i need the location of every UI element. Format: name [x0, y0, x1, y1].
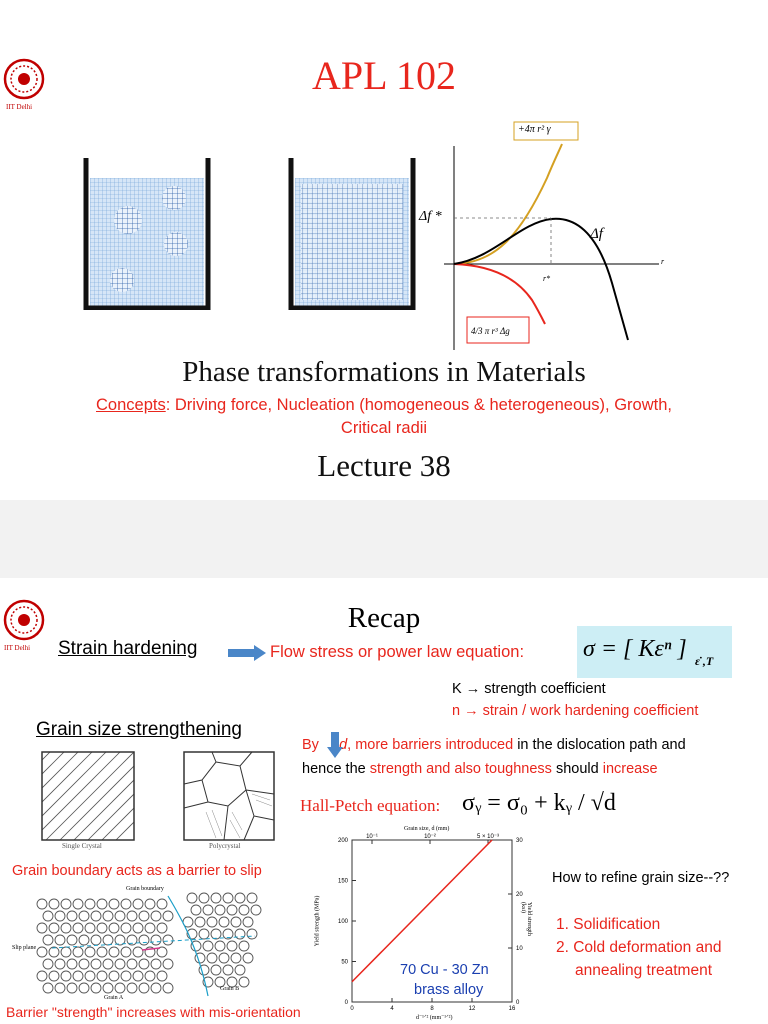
- hall-petch-equation: σᵧ = σ₀ + kᵧ / √d: [462, 790, 616, 816]
- concepts-text-2: Critical radii: [340, 419, 428, 437]
- y-tick-label: 200: [337, 838, 348, 844]
- series-line: [352, 840, 492, 982]
- slip-plane-label: Slip plane: [12, 945, 37, 951]
- atom: [37, 899, 47, 909]
- atom: [187, 893, 197, 903]
- atom: [247, 929, 257, 939]
- atom: [243, 917, 253, 927]
- atom: [67, 935, 77, 945]
- atom: [55, 935, 65, 945]
- atom: [49, 923, 59, 933]
- atom: [239, 977, 249, 987]
- atom: [73, 947, 83, 957]
- top-axis-label: Grain size, d (mm): [404, 826, 450, 832]
- x-tick-label: 8: [430, 1006, 434, 1012]
- x-tick-label: 12: [468, 1006, 476, 1012]
- atom: [157, 899, 167, 909]
- grain-size-heading: Grain size strengthening: [36, 719, 242, 740]
- atom: [97, 971, 107, 981]
- atom: [191, 905, 201, 915]
- atom: [91, 983, 101, 993]
- atom: [115, 959, 125, 969]
- alloy-label-2: brass alloy: [414, 982, 484, 998]
- atom: [79, 959, 89, 969]
- grain-b-label: Grain B: [220, 986, 240, 992]
- atom: [145, 899, 155, 909]
- atom: [215, 905, 225, 915]
- polycrystal-diagram: [182, 750, 276, 842]
- atom: [163, 959, 173, 969]
- right-arrow-icon: [228, 645, 266, 661]
- y-tick-label: 50: [341, 959, 348, 966]
- atom: [211, 929, 221, 939]
- slide-title: APL 102: [311, 53, 457, 98]
- surface-energy-term: +4π r² γ: [518, 124, 551, 135]
- atom: [85, 971, 95, 981]
- delta-f-star-label: Δf *: [419, 209, 442, 224]
- atom: [67, 911, 77, 921]
- barriers-line: [302, 737, 686, 753]
- grain-boundary-label: Grain boundary: [126, 886, 164, 892]
- atom: [61, 899, 71, 909]
- strength-line: [302, 761, 658, 777]
- logo-caption: IIT Delhi: [4, 644, 31, 652]
- power-law-equation-box: [577, 626, 732, 678]
- atom: [211, 893, 221, 903]
- atom: [43, 935, 53, 945]
- atom: [73, 923, 83, 933]
- atom: [55, 983, 65, 993]
- atom: [235, 893, 245, 903]
- grain-boundary-barrier-text: Grain boundary acts as a barrier to slip: [12, 863, 262, 879]
- atom: [127, 911, 137, 921]
- concepts-label: Concepts: [96, 396, 166, 414]
- atom: [127, 983, 137, 993]
- slide-recap: [0, 578, 768, 1024]
- barrier-strength-text: Barrier "strength" increases with mis-orientation: [6, 1004, 301, 1020]
- down-arrow-icon: [327, 732, 343, 758]
- atom: [91, 935, 101, 945]
- logo-caption: IIT Delhi: [6, 103, 33, 111]
- atom: [109, 899, 119, 909]
- atom: [223, 893, 233, 903]
- y-tick-label: 100: [337, 919, 348, 925]
- alloy-label-1: 70 Cu - 30 Zn: [400, 962, 489, 978]
- atom: [37, 947, 47, 957]
- d-symbol: d: [339, 737, 348, 753]
- k-definition: K → strength coefficient: [452, 681, 606, 697]
- atom: [163, 983, 173, 993]
- atom: [251, 905, 261, 915]
- r-star-label: r*: [543, 274, 551, 283]
- atom: [203, 941, 213, 951]
- atom: [133, 899, 143, 909]
- strain-hardening-heading: Strain hardening: [58, 638, 198, 659]
- atom: [85, 923, 95, 933]
- single-crystal-label: Single Crystal: [62, 842, 102, 850]
- hall-petch-plot: [316, 826, 548, 1024]
- subtitle: Phase transformations in Materials: [182, 356, 586, 388]
- lecture-number: Lecture 38: [317, 448, 451, 483]
- atom: [231, 917, 241, 927]
- atom: [103, 983, 113, 993]
- should-text: should: [551, 761, 603, 777]
- atom: [239, 905, 249, 915]
- polycrystal-label: Polycrystal: [209, 842, 241, 850]
- atom: [231, 953, 241, 963]
- atom: [211, 965, 221, 975]
- atom: [49, 971, 59, 981]
- atom: [133, 971, 143, 981]
- y2-tick-label: 20: [516, 892, 523, 898]
- y2-tick-label: 0: [516, 1000, 520, 1006]
- atom: [73, 899, 83, 909]
- atom: [121, 899, 131, 909]
- left-axis-label: Yield strength (MPa): [314, 895, 321, 947]
- atom: [97, 947, 107, 957]
- strength-toughness-text: strength and also toughness: [369, 761, 552, 777]
- atom: [103, 911, 113, 921]
- atom: [115, 983, 125, 993]
- atom: [207, 953, 217, 963]
- power-law-equation: σ = [ Kεⁿ ]: [583, 636, 687, 662]
- atom: [79, 983, 89, 993]
- x-tick-label: 16: [508, 1006, 516, 1012]
- bottom-axis-label: d⁻¹ᐟ² (mm⁻¹ᐟ²): [416, 1015, 453, 1021]
- atom: [61, 947, 71, 957]
- nucleation-beaker-diagram: [82, 158, 212, 310]
- r-axis-label: r: [661, 257, 665, 266]
- hence-text: hence the: [302, 761, 370, 777]
- atom: [109, 923, 119, 933]
- atom: [55, 959, 65, 969]
- atom: [145, 923, 155, 933]
- atom: [79, 935, 89, 945]
- free-energy-graph: [414, 118, 674, 350]
- concepts-text: : Driving force, Nucleation (homogeneous & heterogeneous), Growth,: [165, 396, 672, 414]
- x-tick-label: 0: [350, 1006, 354, 1012]
- atom: [227, 941, 237, 951]
- atom: [151, 911, 161, 921]
- atom: [157, 923, 167, 933]
- atom: [235, 965, 245, 975]
- top-tick-label: 10⁻²: [424, 834, 436, 840]
- atom: [121, 947, 131, 957]
- volume-energy-term: 4/3 π r³ Δg: [471, 326, 510, 336]
- atom: [151, 959, 161, 969]
- atom: [109, 947, 119, 957]
- atom: [79, 911, 89, 921]
- refine-question: How to refine grain size--??: [552, 870, 730, 886]
- top-tick-label: 5 × 10⁻³: [476, 834, 500, 840]
- atom: [91, 959, 101, 969]
- x-tick-label: 4: [390, 1006, 394, 1012]
- atom: [163, 911, 173, 921]
- atom: [85, 899, 95, 909]
- atom: [145, 971, 155, 981]
- atom: [247, 893, 257, 903]
- refine-item-2: 2. Cold deformation and: [556, 939, 722, 956]
- atom: [139, 959, 149, 969]
- atom: [61, 923, 71, 933]
- atom: [49, 899, 59, 909]
- dislocation-text: in the dislocation path and: [513, 737, 686, 753]
- increase-text: increase: [602, 761, 658, 777]
- atom: [207, 917, 217, 927]
- atom: [203, 905, 213, 915]
- barriers-text: , more barriers introduced: [347, 737, 514, 753]
- atom: [121, 971, 131, 981]
- atom: [133, 947, 143, 957]
- atom: [85, 947, 95, 957]
- atom: [67, 959, 77, 969]
- atom: [163, 935, 173, 945]
- atom: [97, 923, 107, 933]
- atom: [157, 971, 167, 981]
- atom: [151, 983, 161, 993]
- atom: [133, 923, 143, 933]
- y-tick-label: 0: [344, 1000, 348, 1006]
- atom: [199, 893, 209, 903]
- atom: [109, 971, 119, 981]
- atom: [139, 935, 149, 945]
- atom: [73, 971, 83, 981]
- atom: [223, 965, 233, 975]
- atom: [195, 917, 205, 927]
- atom: [127, 959, 137, 969]
- atom: [61, 971, 71, 981]
- refine-item-3: annealing treatment: [575, 962, 713, 979]
- atom: [103, 959, 113, 969]
- atom: [151, 935, 161, 945]
- atom: [243, 953, 253, 963]
- atom: [219, 917, 229, 927]
- top-tick-label: 10⁻¹: [366, 834, 378, 840]
- grain-a-label: Grain A: [104, 995, 124, 1001]
- growth-beaker-diagram: [287, 158, 417, 310]
- refine-item-1: 1. Solidification: [556, 916, 661, 933]
- atom: [227, 905, 237, 915]
- atom: [37, 971, 47, 981]
- atom: [219, 953, 229, 963]
- slide-title: [0, 0, 768, 500]
- atom: [55, 911, 65, 921]
- atom: [239, 941, 249, 951]
- y-tick-label: 150: [337, 878, 348, 885]
- n-definition: n → strain / work hardening coefficient: [452, 703, 699, 719]
- flow-stress-text: Flow stress or power law equation:: [270, 643, 525, 661]
- concepts-line: [0, 396, 768, 415]
- single-crystal-diagram: [40, 750, 136, 842]
- hall-petch-label: Hall-Petch equation:: [300, 796, 441, 815]
- right-axis-label: Yield strength (ksi): [520, 902, 532, 936]
- atom: [199, 929, 209, 939]
- atom: [43, 959, 53, 969]
- atom: [43, 911, 53, 921]
- atom: [215, 941, 225, 951]
- y2-tick-label: 10: [516, 946, 523, 952]
- atom: [121, 923, 131, 933]
- atom: [49, 947, 59, 957]
- atom: [67, 983, 77, 993]
- atom: [91, 911, 101, 921]
- y2-tick-label: 30: [516, 838, 523, 844]
- atom: [37, 923, 47, 933]
- delta-f-label: Δf: [590, 226, 603, 242]
- slide-title: Recap: [347, 602, 421, 634]
- by-text: By: [302, 737, 319, 753]
- power-law-subscript: ε̇ ,T: [695, 654, 714, 668]
- atom: [103, 935, 113, 945]
- atom: [97, 899, 107, 909]
- atom: [139, 983, 149, 993]
- atom: [115, 911, 125, 921]
- atom: [43, 983, 53, 993]
- atom: [139, 911, 149, 921]
